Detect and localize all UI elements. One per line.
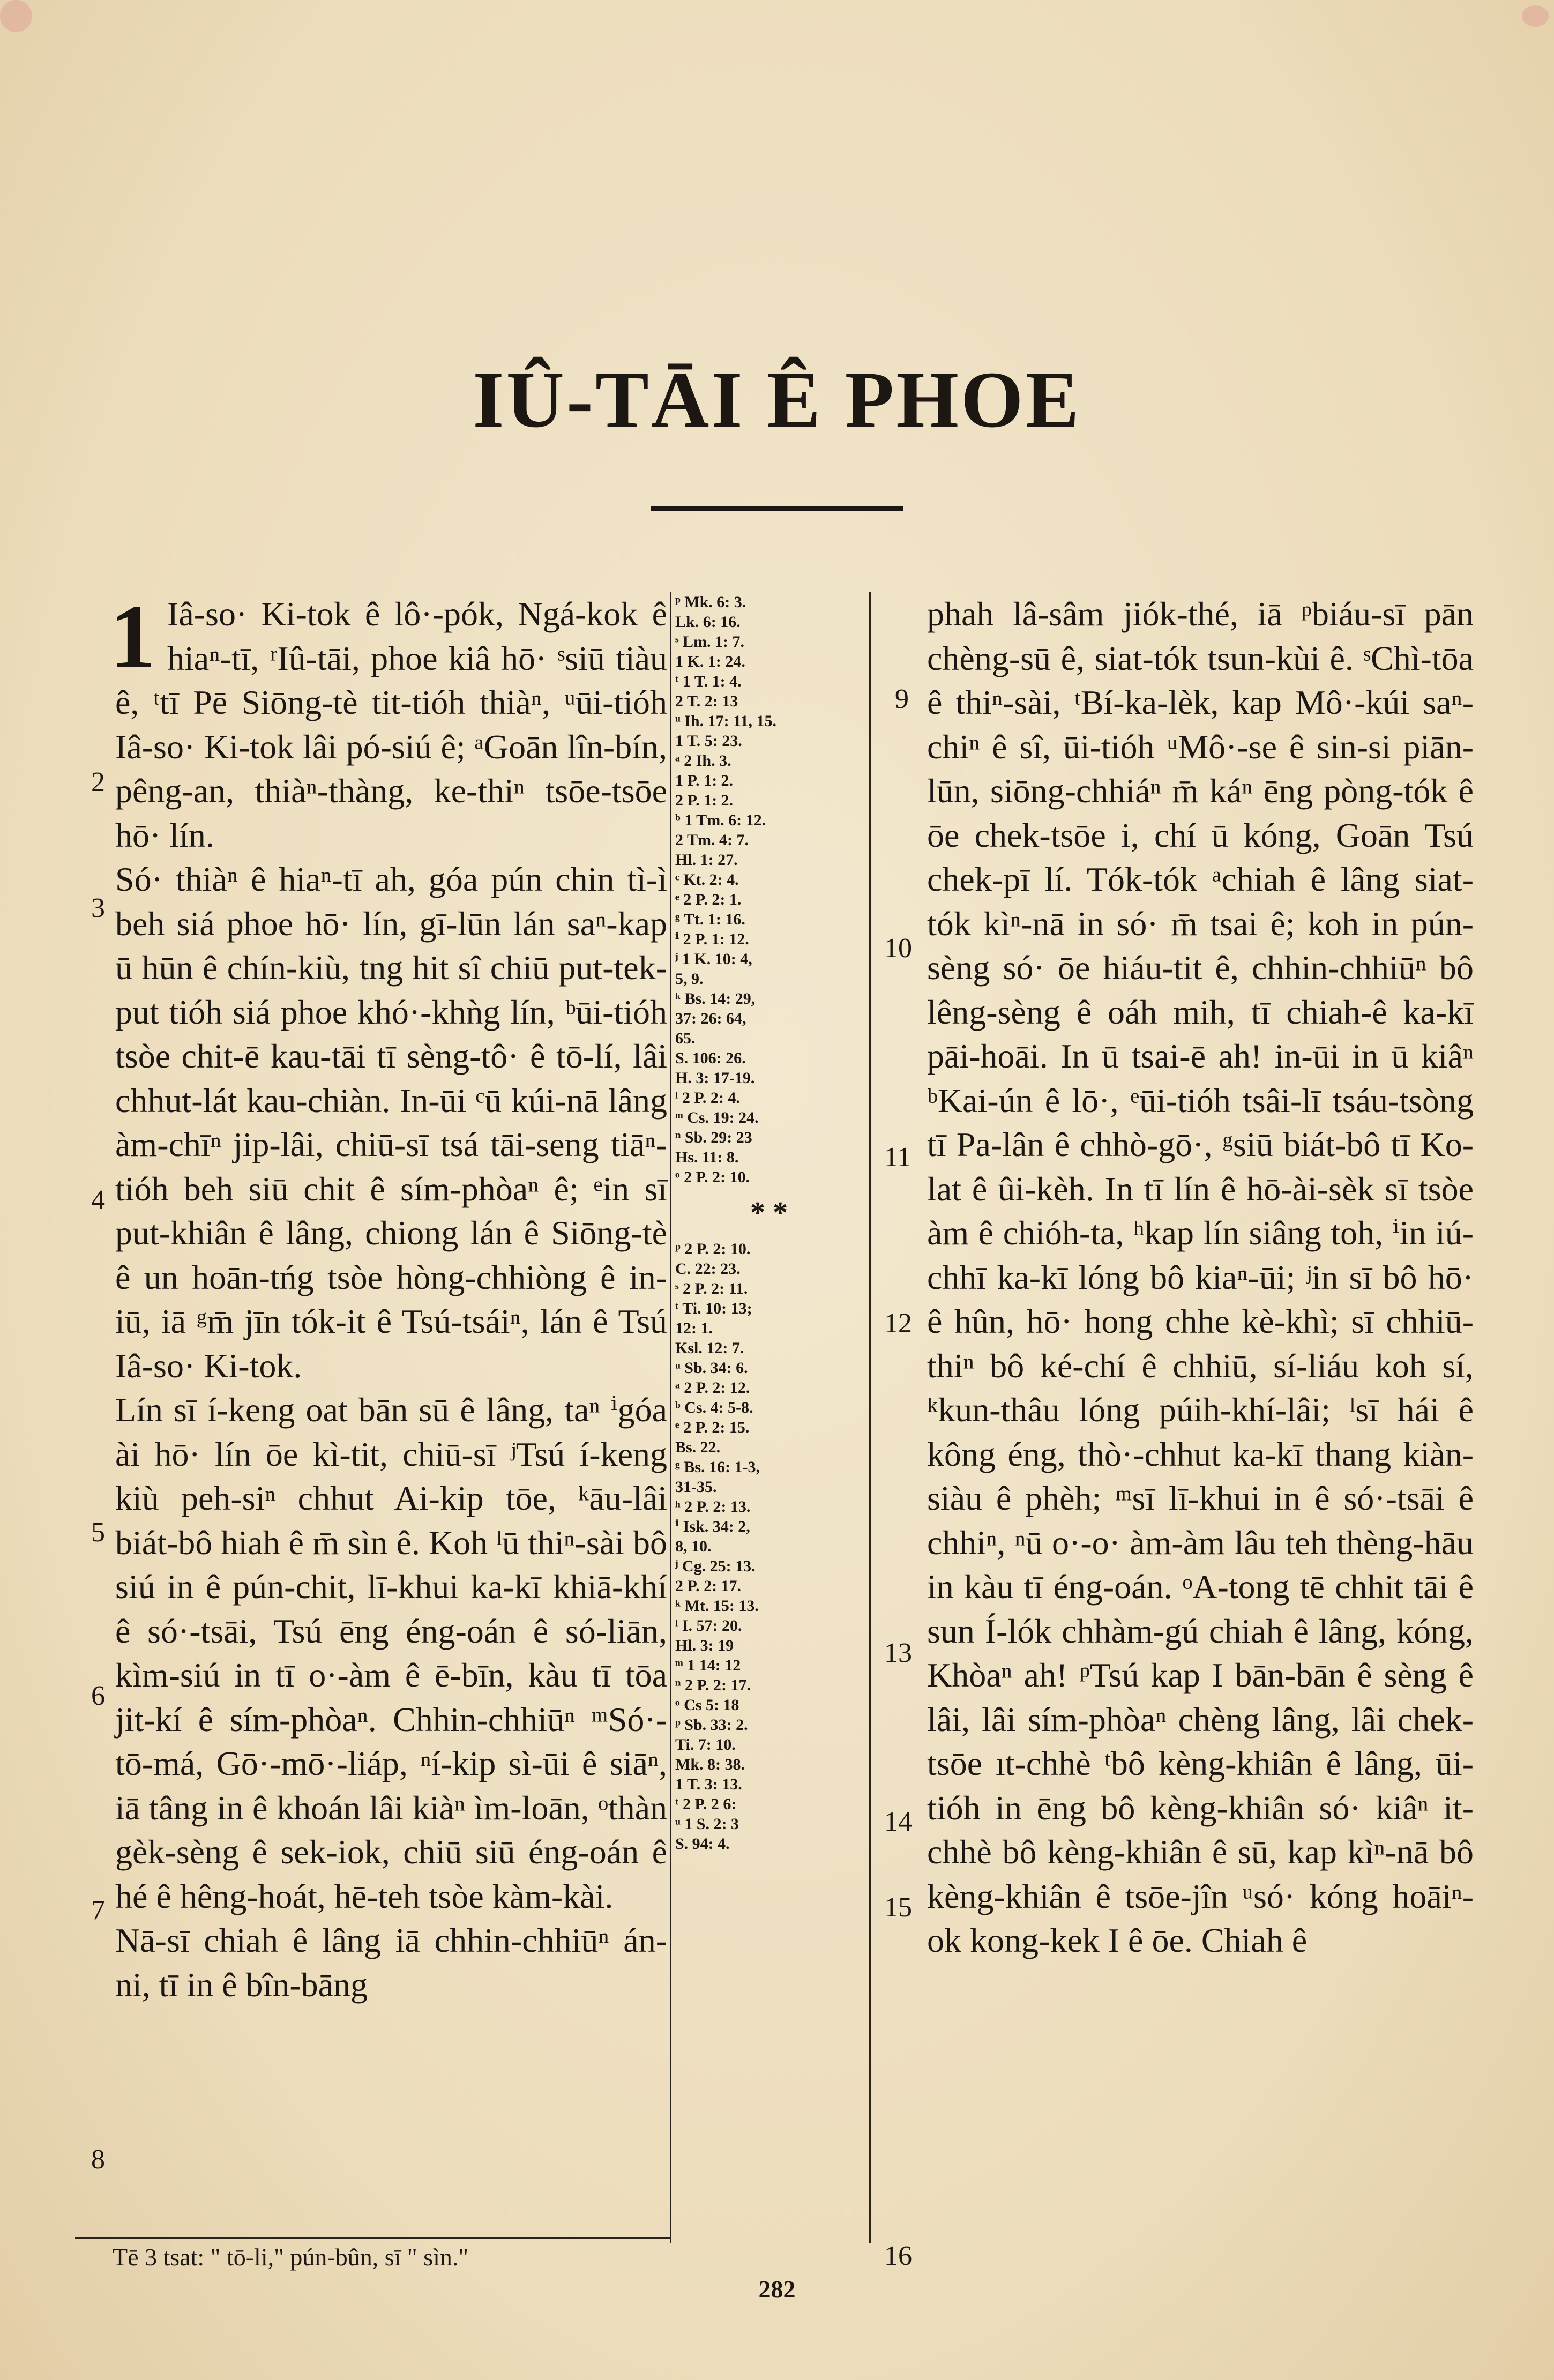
cross-ref: ˡ 2 P. 2: 4. [675, 1089, 740, 1107]
cross-ref: ᵘ Ih. 17: 11, 15. [675, 712, 776, 730]
cross-ref: 37: 26: 64, [675, 1010, 746, 1027]
cross-ref: ᵖ Sb. 33: 2. [675, 1716, 748, 1734]
cross-ref: 1 T. 5: 23. [675, 732, 742, 750]
verse-number: 11 [884, 1142, 912, 1173]
cross-ref: ˢ 2 P. 2: 11. [675, 1280, 748, 1297]
cross-ref: ᵐ 1 14: 12 [675, 1657, 741, 1674]
cross-ref: ᵖ 2 P. 2: 10. [675, 1240, 751, 1258]
column-rule-right [869, 592, 871, 2243]
column-rule-left [670, 592, 671, 2243]
cross-ref: 5, 9. [675, 970, 704, 988]
cross-ref: ᶜ Kt. 2: 4. [675, 871, 739, 889]
cross-ref: ʲ 1 K. 10: 4, [675, 950, 752, 968]
cross-ref: ⁿ Sb. 29: 23 [675, 1129, 752, 1146]
cross-ref: ᵍ Tt. 1: 16. [675, 911, 745, 928]
cross-ref: ᵏ Bs. 14: 29, [675, 990, 756, 1008]
verse-number: 6 [91, 1681, 105, 1711]
cross-ref: ᵘ 1 S. 2: 3 [675, 1815, 739, 1833]
cross-ref: ⁿ 2 P. 2: 17. [675, 1676, 751, 1694]
title-rule [651, 506, 903, 511]
stain-mark [0, 0, 32, 32]
cross-ref: ᵒ 2 P. 2: 10. [675, 1168, 750, 1186]
verse-number: 4 [91, 1185, 105, 1215]
cross-ref: 12: 1. [675, 1319, 713, 1337]
cross-ref: ⁱ 2 P. 1: 12. [675, 930, 749, 948]
cross-ref: 65. [675, 1029, 696, 1047]
cross-ref: Ksl. 12: 7. [675, 1339, 744, 1357]
cross-ref: H. 3: 17-19. [675, 1069, 755, 1087]
cross-ref: 1 K. 1: 24. [675, 653, 745, 670]
cross-ref: Hs. 11: 8. [675, 1148, 739, 1166]
right-column: phah lâ-sâm jiók-thé, iā ᵖbiáu-sī pān chèng-sū ê, siat-tók tsun-kùi ê. ˢChì-tōa ê thiⁿ-sài, ᵗBí-ka-lèk, kap Mô·-kúi saⁿ-chiⁿ ê sî, ūi-tióh ᵘMô·-se ê sin-si piān-lūn, siōng-chhiáⁿ m̄ káⁿ ēng pòng-tók ê ōe chek-tsōe i, chí ū kóng, Goān Tsú chek-pī lí. Tók-tók ᵃchiah ê lâng siat-tók kìⁿ-nā in só· m̄ tsai ê; koh in pún-sèng só· ōe hiáu-tit ê, chhin-chhiūⁿ bô lêng-sèng ê oáh mih, tī chiah-ê ka-kī pāi-hoāi. In ū tsai-ē ah! in-ūi in ū kiâⁿ ᵇKai-ún ê lō·, ᵉūi-tióh tsâi-lī tsáu-tsòng tī Pa-lân ê chhò-gō·, ᵍsiū biát-bô tī Ko-lat ê ûi-kèh. In tī lín ê hō-ài-sèk sī tsòe àm ê chióh-ta, ʰkap lín siâng toh, ⁱin iú-chhī ka-kī lóng bô kiaⁿ-ūi; ʲin sī bô hō· ê hûn, hō· hong chhe kè-khì; sī chhiū-thiⁿ bô ké-chí ê chhiū, sí-liáu koh sí, ᵏkun-thâu lóng púih-khí-lâi; ˡsī hái ê kông éng, thò·-chhut ka-kī thang kiàn-siàu ê phèh; ᵐsī lī-khui in ê só·-tsāi ê chhiⁿ, ⁿū o·-o· àm-àm lâu teh thèng-hāu in kàu tī éng-oán. ᵒA-tong tē chhit tāi ê sun Í-lók chhàm-gú chiah ê lâng, kóng, Khòaⁿ ah! ᵖTsú kap I bān-bān ê sèng ê lâi, lâi sím-phòaⁿ chèng lâng, lâi chek-tsōe ıt-chhè ᵗbô kèng-khiân ê lâng, ūi-tióh in ēng bô kèng-khiân só· kiâⁿ it-chhè bô kèng-khiân ê sū, kap kìⁿ-nā bô kèng-khiân ê tsōe-jîn ᵘsó· kóng hoāiⁿ-ok kong-kek I ê ōe. Chiah ê [927, 595, 1474, 1959]
cross-ref: ˢ Lm. 1: 7. [675, 633, 745, 651]
cross-ref: 1 T. 3: 13. [675, 1775, 742, 1793]
verse-number: 8 [91, 2144, 105, 2175]
verse-number: 13 [884, 1638, 912, 1668]
cross-ref: ᵖ Mk. 6: 3. [675, 593, 746, 611]
cross-ref: 1 P. 1: 2. [675, 772, 734, 789]
cross-ref: ᵍ Bs. 16: 1-3, [675, 1458, 760, 1476]
verse-number: 12 [884, 1308, 912, 1339]
cross-ref: ⁱ Isk. 34: 2, [675, 1518, 750, 1535]
verse-number: 16 [884, 2241, 912, 2271]
cross-ref: Lk. 6: 16. [675, 613, 741, 631]
verse-block-2: Só· thiàⁿ ê hiaⁿ-tī ah, góa pún chin tì-ì beh siá phoe hō· lín, gī-lūn lán saⁿ-kap ū hūn ê chín-kiù, tng hit sî chiū put-tek-put tióh siá phoe khó·-khǹg lín, ᵇūi-tióh tsòe chit-ē kau-tāi tī sèng-tô· ê tō-lí, lâi chhut-lát kau-chiàn. In-ūi ᶜū kúi-nā lâng àm-chīⁿ jip-lâi, chiū-sī tsá tāi-seng tiāⁿ-tióh beh siū chit ê sím-phòaⁿ ê; ᵉin sī put-khiân ê lâng, chiong lán ê Siōng-tè ê un hoān-tńg tsòe hòng-chhiòng ê in-iū, iā ᵍm̄ jīn tók-it ê Tsú-tsáiⁿ, lán ê Tsú Iâ-so· Ki-tok. [115, 860, 667, 1385]
cross-ref: 8, 10. [675, 1538, 712, 1555]
cross-ref: 2 Tm. 4: 7. [675, 831, 749, 849]
cross-ref: ᵃ 2 P. 2: 12. [675, 1379, 750, 1397]
page-title: IÛ-TĀI Ê PHOE [473, 355, 1081, 444]
chapter-number: 1 [110, 586, 155, 687]
section-stars: * * [750, 1196, 788, 1229]
cross-ref: 2 P. 2: 17. [675, 1577, 742, 1595]
cross-reference-column [675, 592, 863, 1854]
cross-ref: 2 T. 2: 13 [675, 692, 738, 710]
verse-number: 5 [91, 1517, 105, 1548]
cross-ref: Hl. 3: 19 [675, 1637, 734, 1654]
cross-ref: 2 P. 1: 2. [675, 792, 734, 809]
verse-number: 14 [884, 1807, 912, 1837]
verse-block-4: Nā-sī chiah ê lâng iā chhin-chhiūⁿ án-ni, tī in ê bîn-bāng [115, 1921, 667, 2004]
cross-ref: ᵐ Cs. 19: 24. [675, 1109, 759, 1126]
cross-ref: ˡ I. 57: 20. [675, 1617, 742, 1635]
cross-ref: S. 106: 26. [675, 1049, 746, 1067]
cross-ref: ᵇ Cs. 4: 5-8. [675, 1399, 753, 1416]
footnote: Tē 3 tsat: " tō-li," pún-bûn, sī " sìn." [113, 2243, 469, 2271]
cross-ref: ᵒ Cs 5: 18 [675, 1696, 739, 1714]
cross-ref: ᵉ 2 P. 2: 15. [675, 1419, 750, 1436]
cross-ref: ʲ Cg. 25: 13. [675, 1557, 756, 1575]
cross-ref: ᵗ Ti. 10: 13; [675, 1300, 752, 1317]
cross-ref: Bs. 22. [675, 1438, 721, 1456]
cross-ref: Ti. 7: 10. [675, 1736, 736, 1754]
cross-ref: Mk. 8: 38. [675, 1756, 745, 1773]
cross-ref: S. 94: 4. [675, 1835, 730, 1853]
stain-mark [1522, 5, 1549, 27]
verse-number: 10 [884, 933, 912, 964]
cross-ref: C. 22: 23. [675, 1260, 741, 1278]
cross-ref: 31-35. [675, 1478, 717, 1496]
cross-ref: ᵃ 2 Ih. 3. [675, 752, 731, 770]
left-column [110, 586, 667, 2007]
cross-ref: ᵏ Mt. 15: 13. [675, 1597, 759, 1615]
verse-number: 7 [91, 1895, 105, 1926]
verse-block-3: Lín sī í-keng oat bān sū ê lâng, taⁿ ⁱgóa ài hō· lín ōe kì-tit, chiū-sī ʲTsú í-keng kiù peh-siⁿ chhut Ai-kip tōe, ᵏāu-lâi biát-bô hiah ê m̄ sìn ê. Koh ˡū thiⁿ-sài bô siú in ê pún-chit, lī-khui ka-kī khiā-khí ê só·-tsāi, Tsú ēng éng-oán ê só-liān, kìm-siú in tī o·-àm ê ē-bīn, kàu tī tōa jit-kí ê sím-phòaⁿ. Chhin-chhiūⁿ ᵐSó·-tō-má, Gō·-mō·-liáp, ⁿí-kip sì-ūi ê siāⁿ, iā tâng in ê khoán lâi kiàⁿ ìm-loān, ᵒthàn gèk-sèng ê sek-iok, chiū siū éng-oán ê hé ê hêng-hoát, hē-teh tsòe kàm-kài. [115, 1391, 667, 1915]
verse-number: 9 [895, 684, 909, 714]
footnote-rule [75, 2237, 670, 2239]
verse-number: 2 [91, 767, 105, 797]
cross-ref: ʰ 2 P. 2: 13. [675, 1498, 751, 1516]
verse-block-1: Iâ-so· Ki-tok ê lô·-pók, Ngá-kok ê hiaⁿ-tī, ʳIû-tāi, phoe kiâ hō· ˢsiū tiàu ê, ᵗtī Pē Siōng-tè tit-tióh thiàⁿ, ᵘūi-tióh Iâ-so· Ki-tok lâi pó-siú ê; ᵃGoān lîn-bín, pêng-an, thiàⁿ-thàng, ke-thiⁿ tsōe-tsōe hō· lín. [115, 595, 667, 854]
cross-ref: ᵗ 1 T. 1: 4. [675, 673, 742, 690]
page-number: 282 [758, 2275, 796, 2303]
verse-number: 15 [884, 1892, 912, 1923]
cross-ref: ᵘ Sb. 34: 6. [675, 1359, 748, 1377]
cross-ref: ᵉ 2 P. 2: 1. [675, 891, 742, 908]
cross-ref: ᵇ 1 Tm. 6: 12. [675, 811, 766, 829]
cross-ref: ᵗ 2 P. 2 6: [675, 1795, 737, 1813]
cross-ref: Hl. 1: 27. [675, 851, 738, 869]
verse-number: 3 [91, 893, 105, 923]
